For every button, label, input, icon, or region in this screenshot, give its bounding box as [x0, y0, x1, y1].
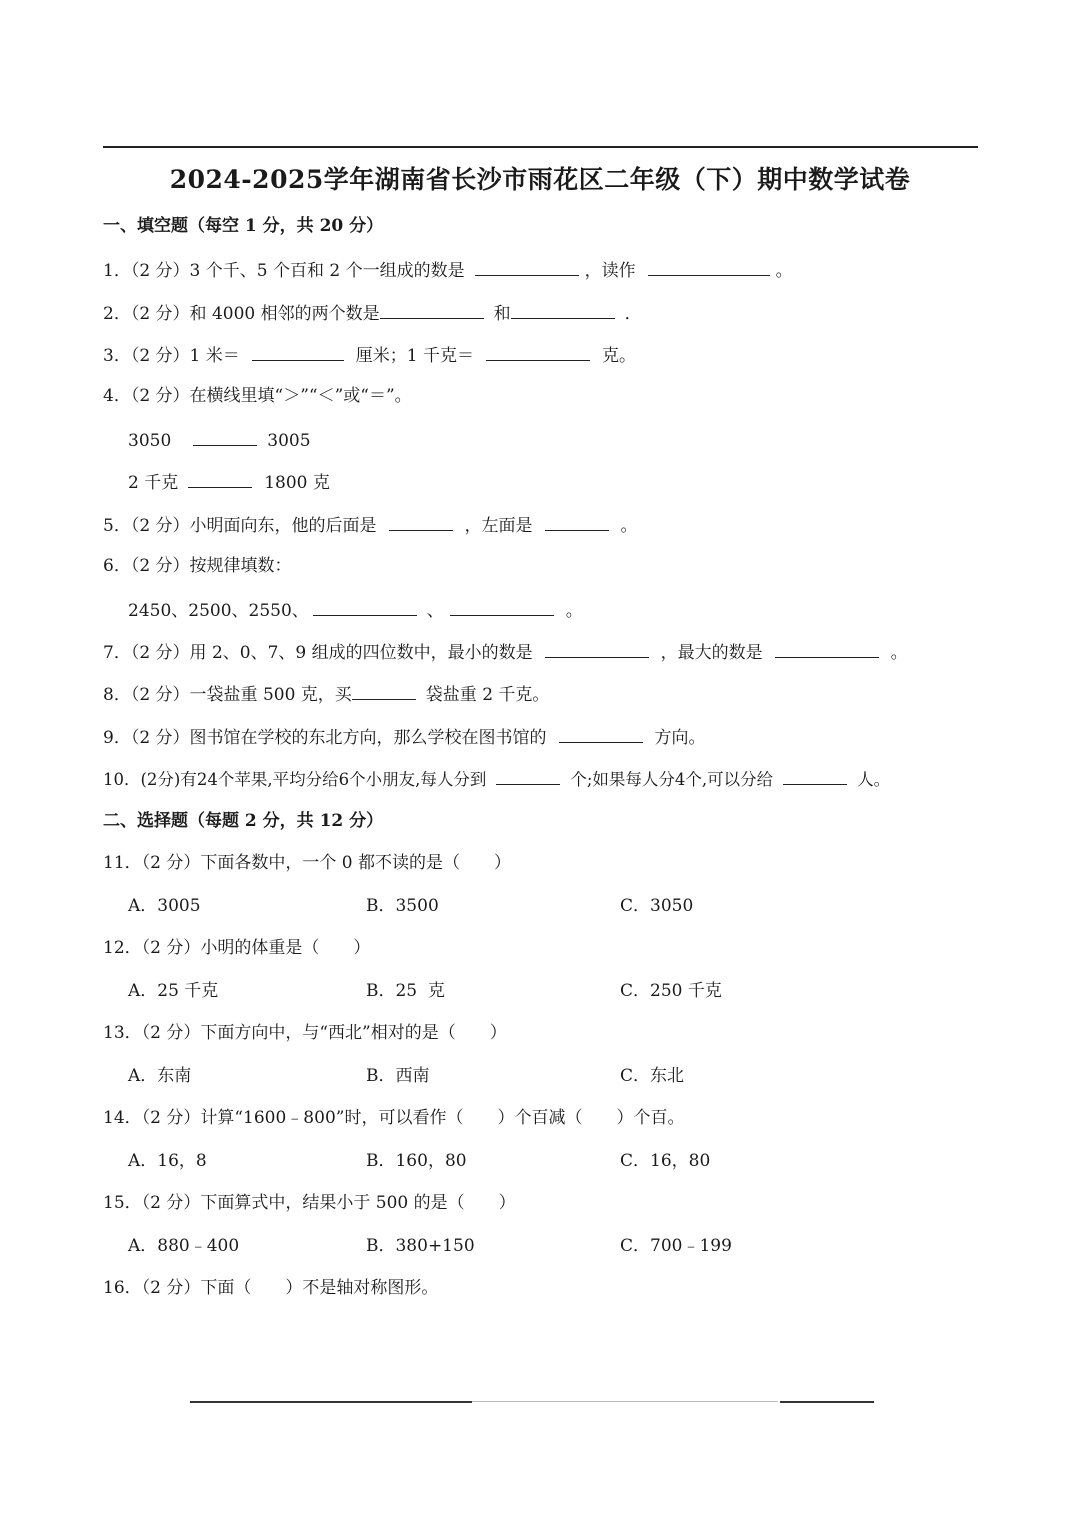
- q2-blank-2[interactable]: [511, 300, 615, 319]
- q7-text-2: ，最大的数是: [660, 643, 763, 663]
- q7-blank-2[interactable]: [775, 639, 879, 658]
- q6-blank-1[interactable]: [313, 597, 417, 616]
- q8-text: 8．（2 分）一袋盐重 500 克，买: [103, 685, 352, 705]
- question-14: 14．（2 分）计算“1600﹣800”时，可以看作（ ）个百减（ ）个百。: [103, 1108, 685, 1128]
- q7-end: 。: [890, 643, 908, 663]
- question-16: 16．（2 分）下面（ ）不是轴对称图形。: [103, 1278, 439, 1298]
- question-10: [103, 766, 890, 792]
- q10-text-2: 个;如果每人分4个,可以分给: [570, 770, 774, 789]
- q4-row1-left: 3050: [128, 431, 172, 451]
- question-6: 6．（2 分）按规律填数：: [103, 556, 292, 576]
- q3-text-2: 厘米；1 千克＝: [355, 346, 474, 366]
- q11-option-b[interactable]: B．3500: [366, 896, 439, 916]
- q8-text-2: 袋盐重 2 千克。: [425, 685, 550, 705]
- q4-blank-1[interactable]: [193, 427, 257, 446]
- q6-blank-2[interactable]: [450, 597, 554, 616]
- q9-text-2: 方向。: [654, 728, 706, 748]
- q12-option-c[interactable]: C．250 千克: [620, 981, 722, 1001]
- q2-text: 2．（2 分）和 4000 相邻的两个数是: [103, 304, 380, 324]
- q4-row1-right: 3005: [267, 431, 311, 451]
- q15-option-c[interactable]: C．700﹣199: [620, 1236, 732, 1256]
- q10-text: 10．(2分)有24个苹果,平均分给6个小朋友,每人分到: [103, 770, 487, 789]
- q3-end: 克。: [602, 346, 636, 366]
- question-6-sequence: [128, 597, 583, 623]
- page-title: 2024-2025学年湖南省长沙市雨花区二年级（下）期中数学试卷: [169, 165, 911, 194]
- q13-option-c[interactable]: C．东北: [620, 1066, 685, 1086]
- q6-end: 。: [565, 601, 583, 621]
- q10-end: 人。: [857, 770, 891, 789]
- q15-option-a[interactable]: A．880﹣400: [128, 1236, 240, 1256]
- q1-text: 1．（2 分）3 个千、5 个百和 2 个一组成的数是: [103, 261, 465, 281]
- q14-option-a[interactable]: A．16，8: [128, 1151, 207, 1171]
- q1-end: 。: [775, 261, 793, 281]
- q3-blank-2[interactable]: [486, 342, 590, 361]
- question-9: [103, 724, 706, 750]
- question-13: 13．（2 分）下面方向中，与“西北”相对的是（ ）: [103, 1023, 507, 1043]
- q1-text-2: ，读作: [584, 261, 636, 281]
- question-11: 11．（2 分）下面各数中，一个 0 都不读的是（ ）: [103, 853, 511, 873]
- question-3: [103, 342, 636, 368]
- q14-option-b[interactable]: B．160，80: [366, 1151, 467, 1171]
- q13-option-a[interactable]: A．东南: [128, 1066, 192, 1086]
- question-1: [103, 257, 793, 283]
- section-2-heading: 二、选择题（每题 2 分，共 12 分）: [103, 811, 384, 831]
- section-1-heading: 一、填空题（每空 1 分，共 20 分）: [103, 216, 384, 236]
- question-2: [103, 300, 642, 326]
- q10-blank-1[interactable]: [496, 766, 560, 785]
- q13-option-b[interactable]: B．西南: [366, 1066, 430, 1086]
- q6-sequence-text: 2450、2500、2550、: [128, 601, 309, 621]
- q15-option-b[interactable]: B．380+150: [366, 1236, 475, 1256]
- question-4-row-2: [128, 469, 330, 495]
- q10-blank-2[interactable]: [783, 766, 847, 785]
- q3-text: 3．（2 分）1 米＝: [103, 346, 240, 366]
- q2-text-2: 和: [493, 304, 511, 324]
- q2-blank-1[interactable]: [380, 300, 484, 319]
- q6-separator: 、: [426, 601, 444, 621]
- q11-option-c[interactable]: C．3050: [620, 896, 694, 916]
- q4-row2-left: 2 千克: [128, 473, 179, 493]
- q7-text: 7．（2 分）用 2、0、7、9 组成的四位数中，最小的数是: [103, 643, 533, 663]
- q1-blank-1[interactable]: [475, 257, 579, 276]
- q3-blank-1[interactable]: [252, 342, 344, 361]
- q11-option-a[interactable]: A．3005: [128, 896, 201, 916]
- question-7: [103, 639, 908, 665]
- q12-option-a[interactable]: A．25 千克: [128, 981, 219, 1001]
- q5-blank-1[interactable]: [389, 512, 453, 531]
- footer-rule-left: [190, 1401, 472, 1403]
- question-4: 4．（2 分）在横线里填“＞”“＜”或“＝”。: [103, 386, 412, 406]
- question-5: [103, 512, 638, 538]
- footer-rule-middle: [472, 1401, 778, 1402]
- q8-blank[interactable]: [352, 681, 416, 700]
- question-15: 15．（2 分）下面算式中，结果小于 500 的是（ ）: [103, 1193, 516, 1213]
- q4-blank-2[interactable]: [188, 469, 252, 488]
- q14-option-c[interactable]: C．16，80: [620, 1151, 711, 1171]
- question-12: 12．（2 分）小明的体重是（ ）: [103, 938, 371, 958]
- q5-end: 。: [620, 516, 638, 536]
- q9-text: 9．（2 分）图书馆在学校的东北方向，那么学校在图书馆的: [103, 728, 547, 748]
- footer-rule-right: [780, 1401, 874, 1403]
- q12-option-b[interactable]: B．25 克: [366, 981, 445, 1001]
- q1-blank-2[interactable]: [648, 257, 770, 276]
- q4-row2-right: 1800 克: [264, 473, 330, 493]
- q5-blank-2[interactable]: [545, 512, 609, 531]
- question-8: [103, 681, 549, 707]
- q7-blank-1[interactable]: [545, 639, 649, 658]
- header-rule: [103, 146, 978, 148]
- question-4-row-1: [128, 427, 311, 453]
- q5-text: 5．（2 分）小明面向东，他的后面是: [103, 516, 377, 536]
- q2-end: ．: [624, 304, 642, 324]
- q5-text-2: ，左面是: [464, 516, 533, 536]
- q9-blank[interactable]: [559, 724, 643, 743]
